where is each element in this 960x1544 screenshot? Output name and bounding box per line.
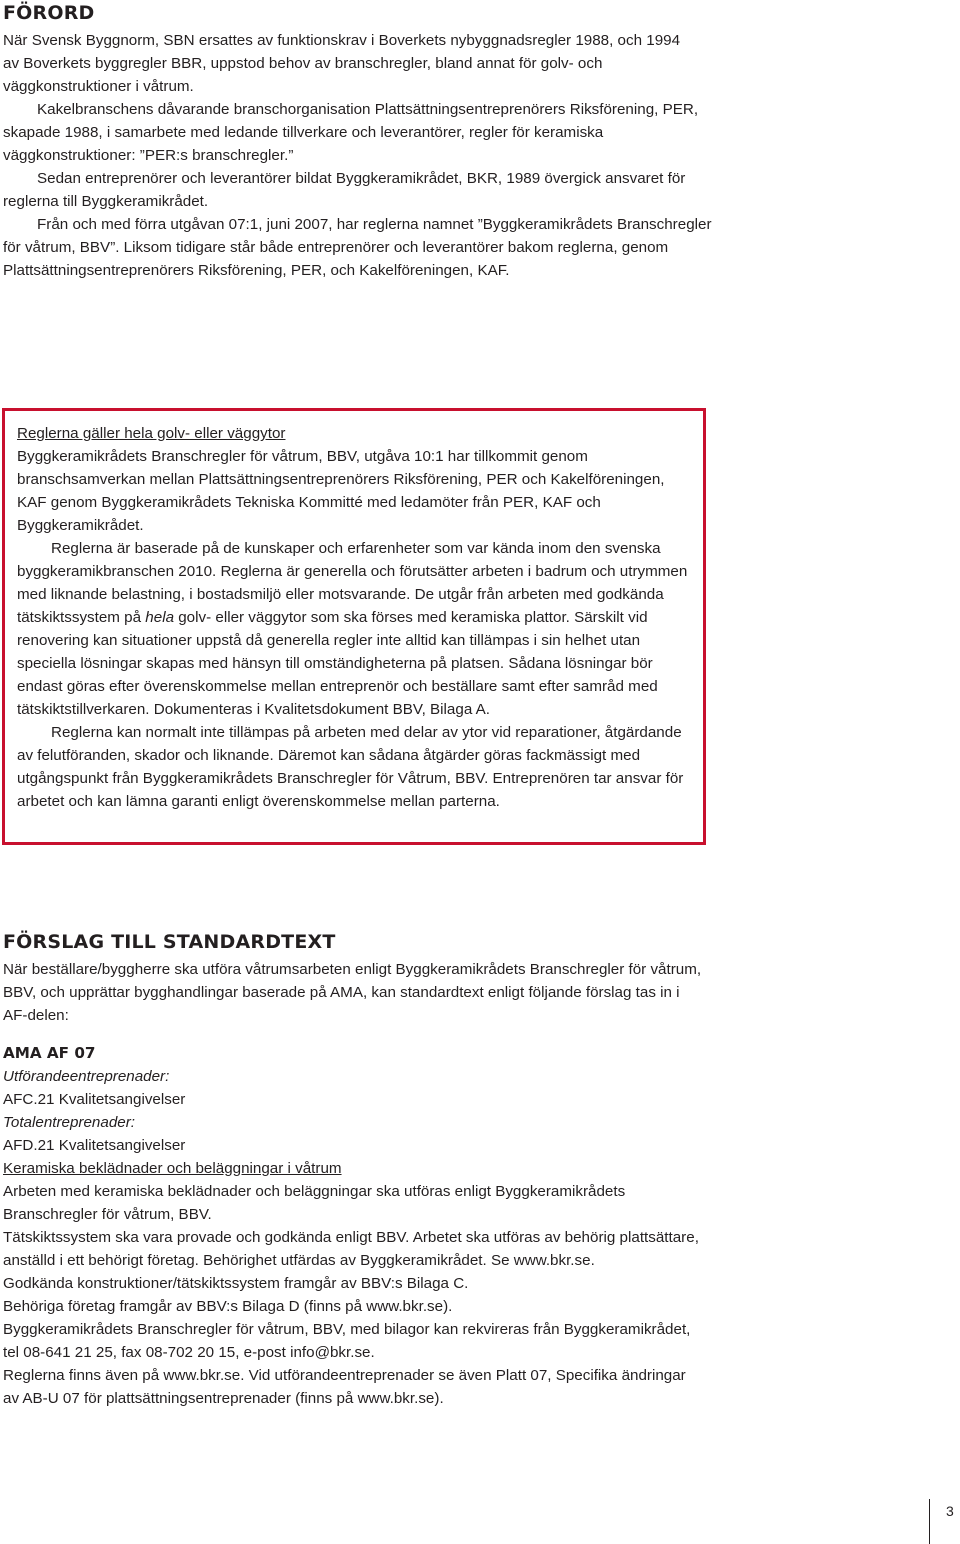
foreword-paragraph-3: Sedan entreprenörer och leverantörer bildat Byggkeramikrådet, BKR, 1989 övergick ansvaret för reglerna till Byggkeramikrådet. <box>3 170 686 210</box>
foreword-heading: FÖRORD <box>3 2 95 24</box>
standard-text-heading: FÖRSLAG TILL STANDARDTEXT <box>3 931 336 953</box>
scope-box-paragraph-2-start: Reglerna är baserade på de kunskaper och erfarenheter som var kända inom den svenska byggkeramikbranschen 2010. Reglerna är generella och förutsätter arbeten i badrum och utrymmen med liknande belastning, i bostadsmiljö eller motsvarande. De utgår från arbeten med godkända tätskiktssystem på <box>17 540 688 626</box>
ama-item-1: AFC.21 Kvalitetsangivelser <box>3 1091 186 1108</box>
foreword-paragraph-2: Kakelbranschens dåvarande branschorganisation Plattsättningsentreprenörers Riksförening, PER, skapade 1988, i samarbete med ledande tillverkare och leverantörer, regler för keramiska väggkonstruktioner: ”PER:s branschregler.” <box>3 101 699 164</box>
scope-box-paragraph-2 <box>17 537 691 721</box>
ama-line-4: Behöriga företag framgår av BBV:s Bilaga D (finns på www.bkr.se). <box>3 1298 453 1315</box>
ama-subheading: Keramiska beklädnader och beläggningar i våtrum <box>3 1160 342 1177</box>
scope-box-paragraph-3: Reglerna kan normalt inte tillämpas på arbeten med delar av ytor vid reparationer, åtgärdande av felutföranden, skador och liknande. Däremot kan sådana åtgärder göras fackmässigt med utgångspunkt från Byggkeramikrådets Branschregler för Våtrum, BBV. Entreprenören tar ansvar för arbetet och kan lämna garanti enligt överenskommelse mellan parterna. <box>17 724 684 810</box>
ama-line-3: Godkända konstruktioner/tätskiktssystem framgår av BBV:s Bilaga C. <box>3 1275 469 1292</box>
scope-box <box>2 408 706 845</box>
scope-box-paragraph-2-italic: hela <box>145 609 175 626</box>
ama-heading: AMA AF 07 <box>3 1044 96 1062</box>
ama-line-5: Byggkeramikrådets Branschregler för våtrum, BBV, med bilagor kan rekvireras från Byggkeramikrådet, tel 08-641 21 25, fax 08-702 20 15, e-post info@bkr.se. <box>3 1321 691 1361</box>
ama-label-1: Utförandeentreprenader: <box>3 1068 170 1085</box>
standard-text-intro: När beställare/byggherre ska utföra våtrumsarbeten enligt Byggkeramikrådets Branschregler för våtrum, BBV, och upprättar bygghandlingar baserade på AMA, kan standardtext enligt följande förslag tas in i AF-delen: <box>3 961 702 1024</box>
foreword-paragraph-4: Från och med förra utgåvan 07:1, juni 2007, har reglerna namnet ”Byggkeramikrådets Branschregler för våtrum, BBV”. Liksom tidigare står både entreprenörer och leverantörer bakom reglerna, genom Plattsättningsentreprenörers Riksförening, PER, och Kakelföreningen, KAF. <box>3 216 712 279</box>
page-number: 3 <box>946 1503 954 1519</box>
ama-item-2: AFD.21 Kvalitetsangivelser <box>3 1137 186 1154</box>
ama-line-2: Tätskiktssystem ska vara provade och godkända enligt BBV. Arbetet ska utföras av behörig plattsättare, anställd i ett behörigt företag. Behörighet utfärdas av Byggkeramikrådet. Se www.bkr.se. <box>3 1229 699 1269</box>
page-number-divider <box>929 1499 930 1544</box>
foreword-paragraph-1: När Svensk Byggnorm, SBN ersattes av funktionskrav i Boverkets nybyggnadsregler 1988, och 1994 av Boverkets byggregler BBR, uppstod behov av branschregler, bland annat för golv- och väggkonstruktioner i våtrum. <box>3 32 681 95</box>
foreword-section <box>3 1 943 282</box>
ama-label-2: Totalentreprenader: <box>3 1114 135 1131</box>
scope-box-paragraph-1: Byggkeramikrådets Branschregler för våtrum, BBV, utgåva 10:1 har tillkommit genom branschsamverkan mellan Plattsättningsentreprenörers Riksförening, PER och Kakelföreningen, KAF genom Byggkeramikrådets Tekniska Kommitté med ledamöter från PER, KAF och Byggkeramikrådet. <box>17 448 665 534</box>
standard-text-section <box>3 930 943 1410</box>
scope-box-paragraph-2-end: golv- eller väggytor som ska förses med keramiska plattor. Särskilt vid renovering kan situationer uppstå då generella regler inte alltid kan tillämpas i sin helhet utan speciella lösningar skapas med hänsyn till omständigheterna på platsen. Sådana lösningar bör endast göras efter överenskommelse mellan entreprenör och beställare samt efter samråd med tätskiktstillverkaren. Dokumenteras i Kvalitetsdokument BBV, Bilaga A. <box>17 609 658 718</box>
ama-line-6: Reglerna finns även på www.bkr.se. Vid utförandeentreprenader se även Platt 07, Specifika ändringar av AB-U 07 för plattsättningsentreprenader (finns på www.bkr.se). <box>3 1367 686 1407</box>
scope-box-title: Reglerna gäller hela golv- eller väggytor <box>17 425 286 442</box>
ama-line-1: Arbeten med keramiska beklädnader och beläggningar ska utföras enligt Byggkeramikrådets Branschregler för våtrum, BBV. <box>3 1183 626 1223</box>
